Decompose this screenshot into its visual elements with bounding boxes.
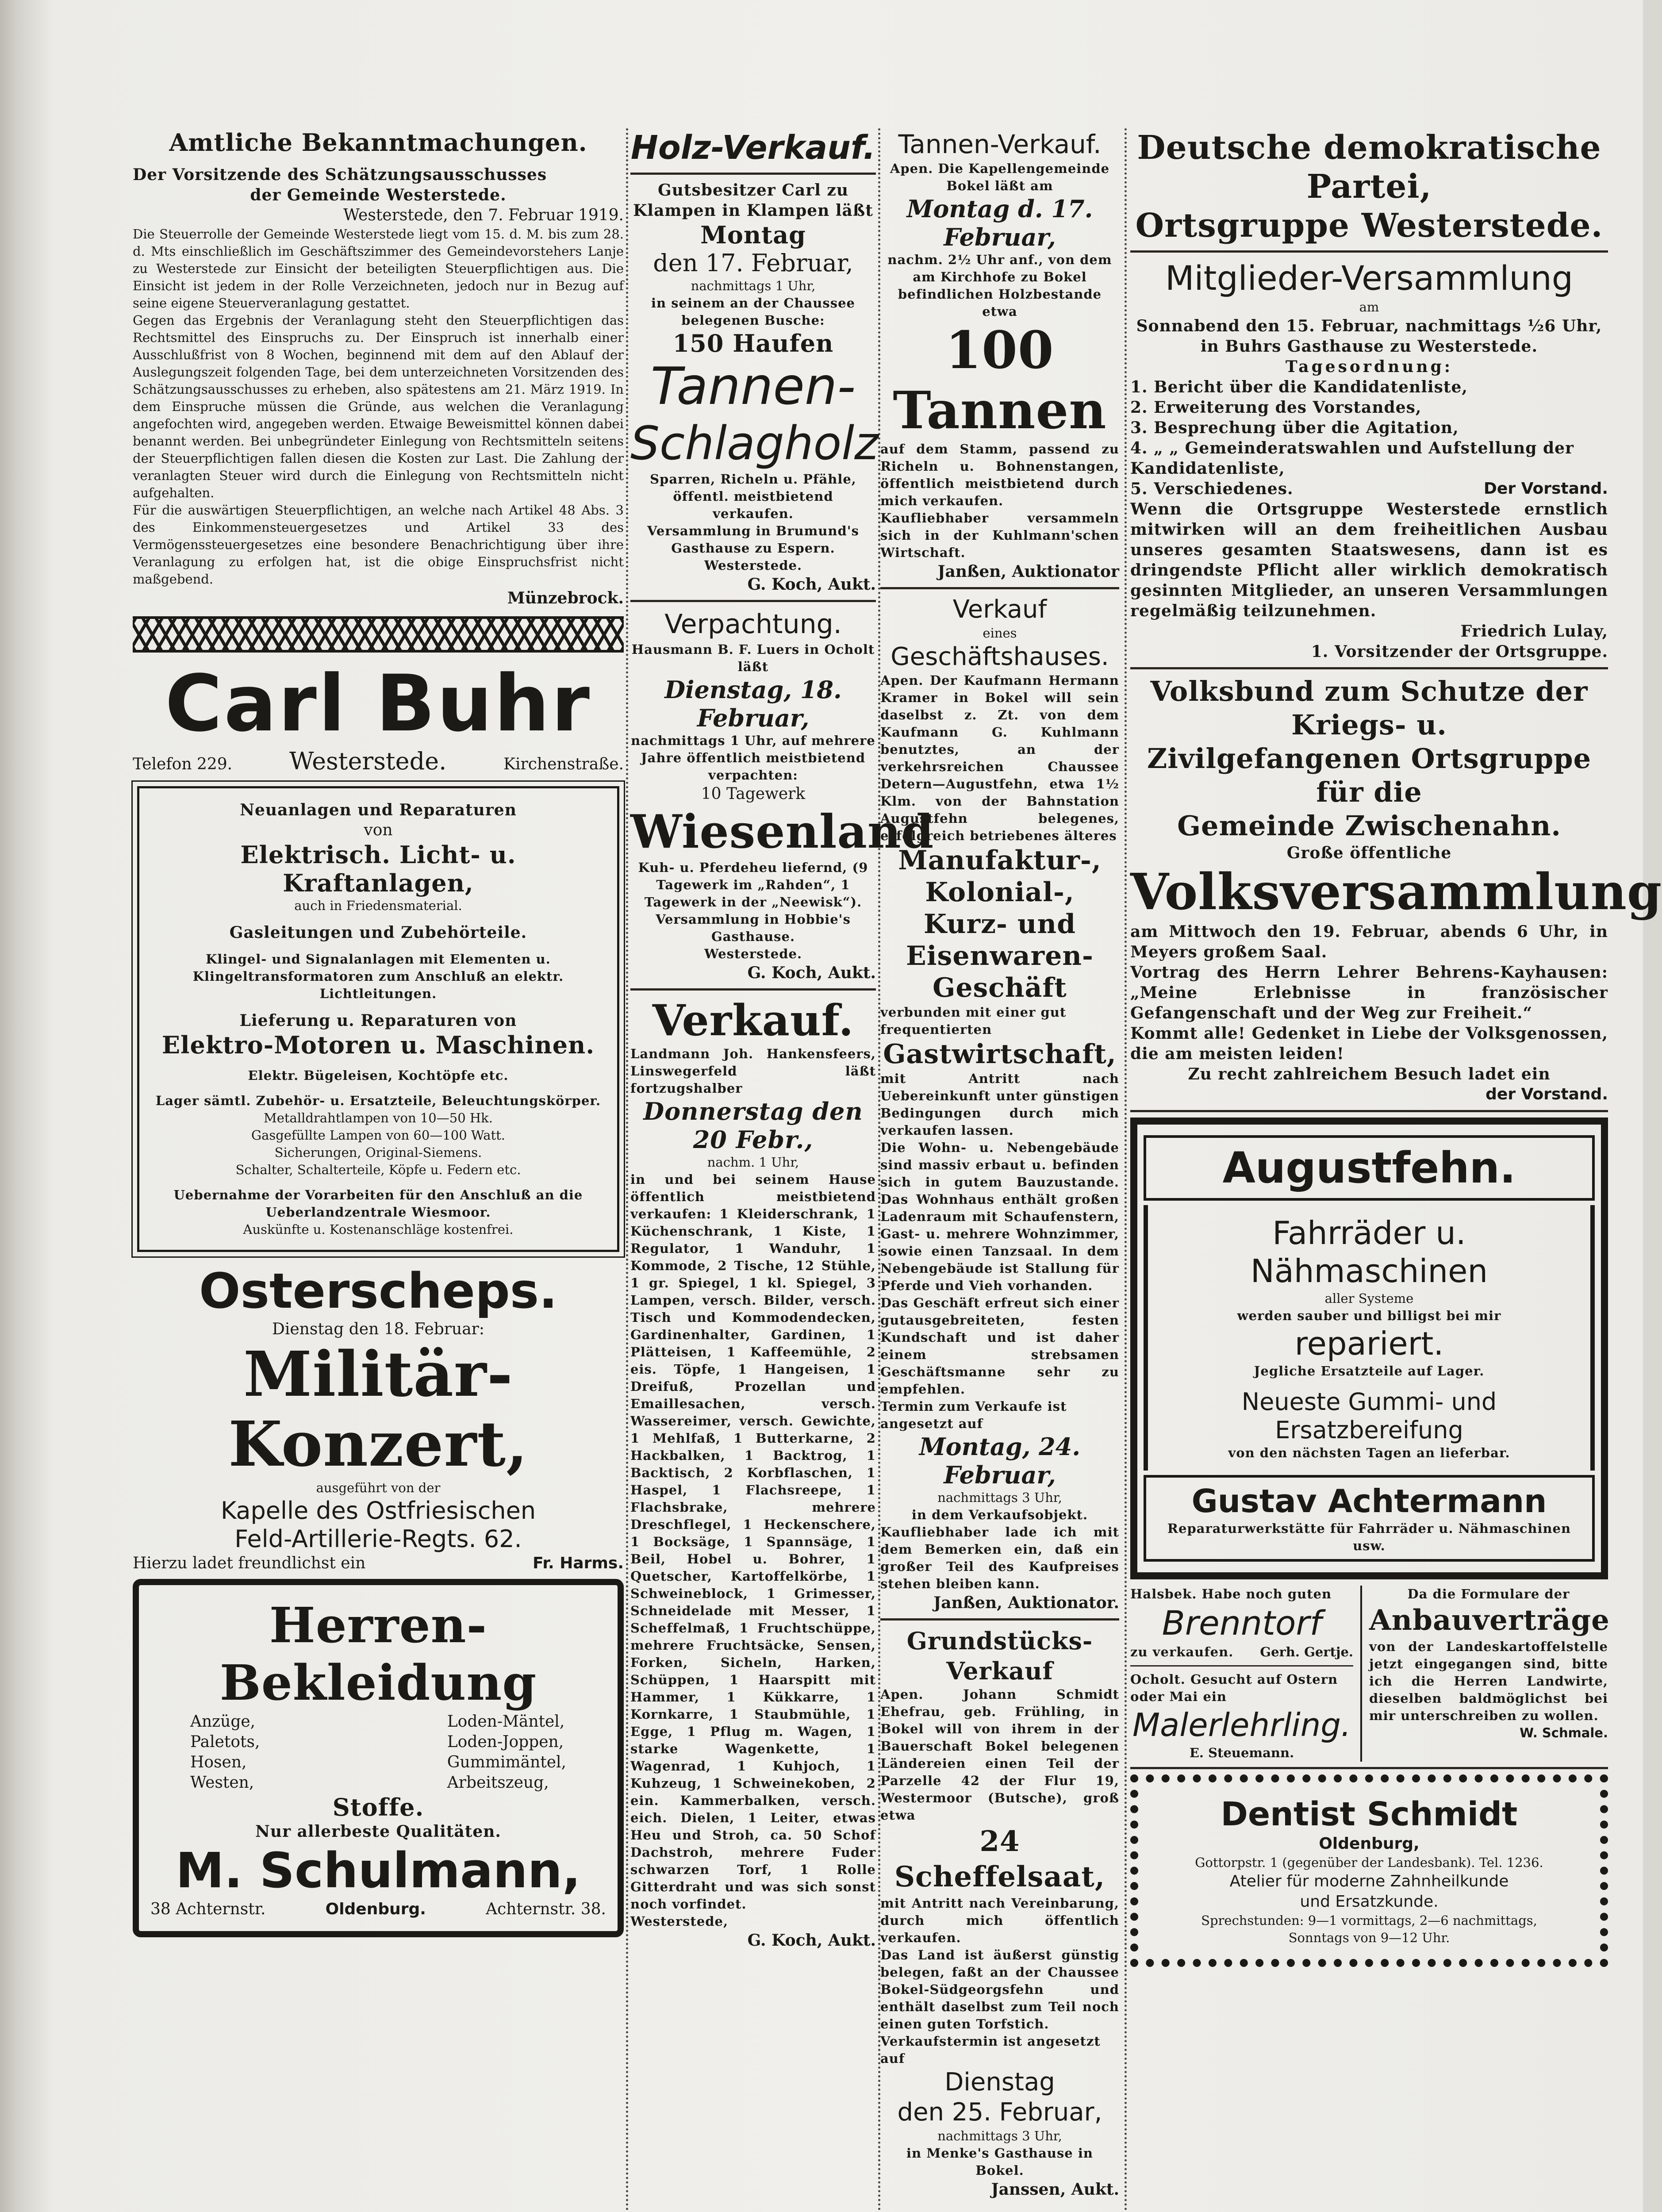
dentist-hours: Sprechstunden: 9—1 vormittags, 2—6 nachmittags, [1201,1913,1537,1928]
ddp-signature: Der Vorstand. [1484,480,1608,498]
verpachtung-body: nachmittags 1 Uhr, auf mehrere Jahre öffentlich meistbietend verpachten: [631,733,875,783]
verkauf-intro: Landmann Joh. Hankensfeers, Linswegerfeld läßt fortzugshalber [630,1046,876,1096]
holz-verkauf-sale: öffentl. meistbietend verkaufen. [673,489,833,521]
clothing-item: Paletots, [190,1733,260,1751]
volksbund-call: Kommt alle! Gedenket in Liebe der Volksgenossen, die am meisten leiden! [1130,1024,1608,1063]
augustfehn-line: repariert. [1294,1325,1444,1362]
official-notice [133,128,624,608]
verpachtung-meeting: Versammlung in Hobbie's Gasthause. [656,912,851,944]
schulmann-city: Oldenburg. [325,1900,426,1918]
geschaeftshaus-body: Die Wohn- u. Nebengebäude sind massiv erbaut u. befinden sich in gutem Bauzustande. Das Wohnhaus enthält großen Ladenraum mit Schaufenstern, Gast- u. mehrere Wohnzimmer, sowie einen Tanzsaal. In dem Nebengebäude ist Stallung für Pferde und Vieh vorhanden. [880,1140,1119,1293]
dentist-city: Oldenburg, [1319,1835,1420,1853]
service-line: Uebernahme der Vorarbeiten für den Anschluß an die Ueberlandzentrale Wiesmoor. [173,1187,583,1220]
service-line: Elektrisch. Licht- u. Kraftanlagen, [240,841,516,897]
holz-verkauf-quantity: 150 Haufen [672,329,834,357]
volksbund-subtitle: Große öffentliche [1286,844,1452,862]
clothing-item: Loden-Mäntel, [447,1713,565,1731]
volksbund-ad [1130,675,1662,1105]
column-4 [1130,128,1662,1972]
geschaeftshaus-body: Termin zum Verkaufe ist angesetzt auf [880,1399,1067,1431]
anbauvertraege-title: Anbauverträge [1369,1604,1610,1637]
holz-verkauf-place: in seinem an der Chaussee belegenen Busche: [651,296,855,328]
verpachtung-title: Verpachtung. [664,609,842,640]
osterscheps-title: Osterscheps. [199,1263,557,1319]
verpachtung-product: Wiesenland [630,804,934,859]
ddp-am: am [1359,300,1379,315]
osterscheps-invite: Hierzu ladet freundlichst ein [133,1554,366,1572]
tannen-verkauf-body: auf dem Stamm, passend zu Richeln u. Bohnenstangen, öffentlich meistbietend durch mich verkaufen. [880,442,1119,508]
holz-verkauf-meeting: Versammlung in Brumund's Gasthause zu Espern. [647,523,860,556]
holz-verkauf-date: den 17. Februar, [653,249,853,277]
holz-verkauf-time: nachmittags 1 Uhr, [691,278,816,293]
ddp-agenda-item: 5. Verschiedenes. [1130,480,1294,498]
service-line: Neuanlagen und Reparaturen [240,801,517,819]
clothing-item: Arbeitszeug, [447,1774,549,1792]
service-line: Schalter, Schalterteile, Köpfe u. Federn etc. [235,1162,521,1177]
ddp-appeal: Wenn die Ortsgruppe Westerstede ernstlich mitwirken will an dem freiheitlichen Ausbau unseres gesamten Staatswesens, dann ist es dringendste Pflicht aller wirklich demokratisch gesinnten Mitglieder, an unseren Versammlungen regelmäßig teilzunehmen. [1130,500,1608,620]
geschaeftshaus-business: Manufaktur-, [898,845,1102,876]
zigzag-border-ornament [133,616,624,653]
augustfehn-line: Jegliche Ersatzteile auf Lager. [1254,1363,1485,1379]
carl-buhr-services-box [137,786,619,1252]
column-2 [630,128,934,1951]
official-notice-sender-2: der Gemeinde Westerstede. [250,186,507,204]
schulmann-ad [133,1579,624,1937]
service-line: Gasgefüllte Lampen von 60—100 Watt. [251,1128,506,1143]
verkauf-ad [630,996,876,1951]
ddp-meeting-title: Mitglieder-Versammlung [1165,258,1574,298]
carl-buhr-street: Kirchenstraße. [503,755,624,773]
osterscheps-date: Dienstag den 18. Februar: [272,1320,484,1338]
dentist-address: Gottorpstr. 1 (gegenüber der Landesbank). Tel. 1236. [1195,1855,1543,1870]
grundstuecks-verkauf-body: Verkaufstermin ist angesetzt auf [880,2034,1101,2066]
column-3 [880,128,1119,2200]
volksbund-invite: Zu recht zahlreichem Besuch ladet ein [1188,1065,1551,1083]
grundstuecks-verkauf-ad [880,1626,1119,2200]
augustfehn-line: von den nächsten Tagen an lieferbar. [1228,1445,1510,1460]
verkauf-item-list: in und bei seinem Hause öffentlich meistbietend verkaufen: 1 Kleiderschrank, 1 Küchenschrank, 1 Kiste, 1 Regulator, 1 Wanduhr, 1 Kommode, 2 Tische, 12 Stühle, 1 gr. Spiegel, 1 kl. Spiegel, 3 Lampen, versch. Bilder, versch. Tisch und Kommodendecken, Gardinenhalter, Gardinen, 1 Plätteisen, 1 Kaffeemühle, 2 eis. Töpfe, 1 Hangeisen, 1 Dreifuß, Prozellan und Emaillesachen, versch. Wassereimer, versch. Gewichte, 1 Mehlfaß, 1 Butterkarne, 2 Hackbalken, 1 Backtrog, 1 Backtisch, 2 Korbflaschen, 1 Haspel, 1 Flachsreepe, 1 Flachsbrake, mehrere Dreschflegel, 1 Heckenschere, 1 Bocksäge, 1 Spannsäge, 1 Beil, Hobel u. Bohrer, 1 Quetscher, Kartoffelkörbe, 1 Schweineblock, 1 Grimesser, Schneidelade mit Messer, 1 Scheffelmaß, 1 Fruchtschüppe, mehrere Fruchtsäcke, Sensen, Forken, Sicheln, Harken, Schüppen, 1 Haarspitt mit Hammer, 1 Kükkarre, 1 Kornkarre, 1 Staubmühle, 1 Egge, 1 Pflug m. Wagen, 1 starke Wagenkette, 1 Wagenrad, 1 Kuhjoch, 1 Kuhzeug, 1 Schweinekoben, 2 ein. Kammerbalken, versch. eich. Dielen, 1 Leiter, etwas Heu und Stroh, ca. 50 Schof Dachstroh, mehrere Fuder schwarzen Torf, 1 Rolle Gitterdraht und was sich sonst noch vorfindet. [630,1172,876,1912]
augustfehn-line: Neueste Gummi- und [1241,1388,1497,1416]
grundstuecks-verkauf-body: mit Antritt nach Vereinbarung, durch mich öffentlich verkaufen. [880,1896,1119,1945]
volksbund-talk: Vortrag des Herrn Lehrer Behrens-Kayhausen: „Meine Erlebnisse in französischer Gefangenschaft und der Weg zur Freiheit.“ [1130,963,1608,1022]
clothing-item: Hosen, [190,1753,247,1771]
ddp-agenda-item: 2. Erweiterung des Vorstandes, [1130,398,1422,417]
carl-buhr-ad [133,658,624,1252]
service-line: Gasleitungen und Zubehörteile. [229,923,527,942]
service-line: Lager sämtl. Zubehör- u. Ersatzteile, Beleuchtungskörper. [155,1093,601,1108]
brenntorf-title: Brenntorf [1162,1603,1322,1643]
tannen-verkauf-signature: Janßen, Auktionator [937,562,1119,581]
verpachtung-description: Kuh- u. Pferdeheu liefernd, (9 Tagewerk im „Rahden“, 1 Tagewerk in der „Neewisk“). [638,860,868,910]
official-notice-paragraph: Für die auswärtigen Steuerpflichtigen, an welche nach Artikel 48 Abs. 3 des Einkommensteuergesetzes und Artikel 33 des Vermögenssteuergesetzes eine besondere Benachrichtigung über ihre Veranlagung zu erfolgen hat, ist die obige Einspruchsfrist nicht maßgebend. [133,503,624,587]
carl-buhr-phone: Telefon 229. [133,755,233,773]
official-notice-sender-1: Der Vorsitzende des Schätzungsausschusses [133,165,547,184]
augustfehn-line: Ersatzbereifung [1275,1416,1463,1444]
grundstuecks-verkauf-body: Das Land ist äußerst günstig belegen, faßt an der Chaussee Bokel-Südgeorgsfehn und enthält daselbst zum Teil noch einen guten Torfstich. [880,1947,1119,2032]
holz-verkauf-intro: Gutsbesitzer Carl zu Klampen in Klampen läßt [633,181,873,220]
ddp-subtitle: Ortsgruppe Westerstede. [1135,207,1603,245]
volksbund-title: Volksbund zum Schutze der Kriegs- u. [1150,675,1588,741]
small-ads-left [1130,1586,1360,1762]
holz-verkauf-product: Schlagholz [630,416,879,470]
achtermann-banner [1144,1475,1595,1562]
ddp-chair-name: Friedrich Lulay, [1460,622,1608,641]
osterscheps-concert: Militär-Konzert, [228,1338,528,1481]
geschaeftshaus-business: Eisenwaren-Geschäft [906,941,1094,1003]
schulmann-list-right [447,1712,566,1793]
geschaeftshaus-title: eines [983,626,1017,641]
tannen-verkauf-ad [880,128,1119,582]
verpachtung-city: Westerstede. [704,946,802,961]
small-ads-row [1130,1586,1608,1762]
dentist-atelier: und Ersatzkunde. [1300,1893,1439,1911]
service-line: Auskünfte u. Kostenanschläge kostenfrei. [243,1222,514,1237]
ddp-date: Sonnabend den 15. Februar, nachmittags ½6 Uhr, [1136,317,1602,335]
geschaeftshaus-ad [880,595,1119,1613]
anbauvertraege-body: von der Landeskartoffelstelle jetzt eingegangen sind, bitte ich die Herren Landwirte, dieselben baldmöglichst bei mir unterschreiben zu wollen. [1369,1639,1608,1723]
tannen-verkauf-intro: Apen. Die Kapellengemeinde Bokel läßt am [890,161,1110,193]
geschaeftshaus-body: mit Antritt nach Uebereinkunft unter günstigen Bedingungen durch mich verkaufen lassen. [880,1071,1119,1138]
tannen-verkauf-body: Kaufliebhaber versammeln sich in der Kuhlmann'schen Wirtschaft. [880,511,1119,560]
verkauf-city: Westerstede, [630,1914,729,1929]
verpachtung-signature: G. Koch, Aukt. [747,964,876,982]
anbauvertraege-intro: Da die Formulare der [1407,1586,1570,1601]
tannen-verkauf-product: 100 Tannen [893,320,1107,441]
geschaeftshaus-title: Geschäftshauses. [890,642,1109,671]
schulmann-address: Achternstr. 38. [486,1900,606,1918]
grundstuecks-verkauf-day: Dienstag [944,2068,1055,2097]
geschaeftshaus-body: Das Geschäft erfreut sich einer gutausgebreiteten, festen Kundschaft und ist daher einem strebsamen Geschäftsmanne sehr zu empfehlen. [880,1295,1119,1397]
holz-verkauf-day: Montag [700,221,806,249]
grundstuecks-verkauf-signature: Janssen, Aukt. [991,2180,1119,2199]
verpachtung-quantity: 10 Tagewerk [701,785,806,803]
augustfehn-line: Fahrräder u. [1272,1214,1466,1252]
official-notice-paragraph: Gegen das Ergebnis der Veranlagung steht den Steuerpflichtigen das Rechtsmittel des Einspruchs zu. Der Einspruch ist innerhalb einer Ausschlußfrist von 8 Wochen, beginnend mit dem auf den Ablauf der Auslegungszeit folgenden Tage, bei dem unterzeichneten Vorsitzenden des Schätzungsausschusses zu erheben, also spätestens am 21. März 1919. In dem Einspruche müssen die Gründe, aus welchen die Veranlagung angefochten wird, angegeben werden. Etwaige Beweismittel können dabei benannt werden. Bei unbegründeter Einlegung von Rechtsmitteln seitens der Steuerpflichtigen fallen diesen die Kosten zur Last. Die Zahlung der veranlagten Steuer wird durch die Einlegung von Rechtsmitteln nicht aufgehalten. [133,313,624,500]
service-line: Elektr. Bügeleisen, Kochtöpfe etc. [248,1068,509,1083]
ddp-agenda-title: Tagesordnung: [1285,357,1453,376]
volksbund-date: am Mittwoch den 19. Februar, abends 6 Uhr, in Meyers großem Saal. [1130,922,1608,961]
tannen-verkauf-title: Tannen-Verkauf. [898,129,1102,159]
malerlehrling-intro: Ocholt. Gesucht auf Ostern oder Mai ein [1130,1672,1338,1704]
holz-verkauf-title: Holz-Verkauf. [630,129,876,167]
tannen-verkauf-date: Montag d. 17. Februar, [906,195,1093,251]
grundstuecks-verkauf-time: nachmittags 3 Uhr, [937,2128,1062,2143]
achtermann-subtitle: Reparaturwerkstätte für Fahrräder u. Nähmaschinen usw. [1167,1521,1571,1553]
osterscheps-by: ausgeführt von der [316,1480,441,1495]
osterscheps-band-1: Kapelle des Ostfriesischen [220,1497,536,1525]
verpachtung-date: Dienstag, 18. Februar, [664,676,842,732]
official-notice-title: Amtliche Bekanntmachungen. [169,128,587,157]
carl-buhr-name: Carl Buhr [165,658,591,749]
verkauf-time: nachm. 1 Uhr, [707,1155,799,1170]
official-notice-paragraph: Die Steuerrolle der Gemeinde Westerstede liegt vom 15. d. M. bis zum 28. d. Mts einschließlich im Geschäftszimmer des Gemeindevorstehers Lanje zu Westerstede zur Einsicht der beteiligten Steuerpflichtigen aus. Die Einsicht ist jedem in der Rolle Verzeichneten, jedoch nur in Bezug auf seine eigene Steuerveranlagung gestattet. [133,227,624,311]
clothing-item: Westen, [190,1774,254,1792]
dentist-hours: Sonntags von 9—12 Uhr. [1288,1930,1450,1945]
holz-verkauf-ad [630,128,879,595]
dentist-atelier: Atelier für moderne Zahnheilkunde [1229,1872,1509,1890]
ddp-agenda-item: 3. Besprechung über die Agitation, [1130,419,1459,437]
clothing-item: Anzüge, [190,1713,256,1731]
volksbund-title: Gemeinde Zwischenahn. [1177,810,1561,842]
service-line: Lieferung u. Reparaturen von [239,1011,517,1030]
ddp-chair-role: 1. Vorsitzender der Ortsgruppe. [1311,642,1608,661]
osterscheps-ad [133,1263,624,1574]
verpachtung-ad [630,607,934,983]
grundstuecks-verkauf-body: Apen. Johann Schmidt Ehefrau, geb. Frühling, in Bokel will von ihrem in der Bauerschaft Bokel belegenen Ländereien einen Teil der Parzelle 42 der Flur 19, Westermoor (Butsche), groß etwa [880,1687,1119,1823]
clothing-item: Gummimäntel, [447,1753,566,1771]
service-line: Klingel- und Signalanlagen mit Elementen u. Klingeltransformatoren zum Anschluß an elektr. Lichtleitungen. [192,952,564,1001]
grundstuecks-verkauf-size: 24 Scheffelsaat, [894,1825,1105,1893]
geschaeftshaus-body: Apen. Der Kaufmann Hermann Kramer in Bokel will sein daselbst z. Zt. von dem Kaufmann G. Kuhlmann benutztes, an der verkehrsreichen Chaussee Detern—Augustfehn, etwa 1½ Klm. von der Bahnstation Augustfehn belegenes, erfolgreich betriebenes älteres [880,673,1119,843]
osterscheps-band-2: Feld-Artillerie-Regts. 62. [234,1525,522,1553]
augustfehn-banner [1144,1135,1595,1201]
service-line: auch in Friedensmaterial. [294,898,462,913]
official-notice-signature: Münzebrock. [507,589,624,607]
volksbund-signature: der Vorstand. [1485,1085,1608,1103]
schulmann-name: M. Schulmann, [176,1842,581,1899]
schulmann-fabrics: Stoffe. [332,1793,424,1821]
ddp-agenda-item: 4. „ „ Gemeinderatswahlen und Aufstellung der Kandidatenliste, [1130,439,1574,478]
verpachtung-intro: Hausmann B. F. Luers in Ocholt läßt [631,642,875,674]
augustfehn-line: aller Systeme [1324,1291,1414,1306]
service-line: Metalldrahtlampen von 10—50 Hk. [264,1110,493,1125]
malerlehrling-signature: E. Steuemann. [1189,1745,1294,1760]
anbauvertraege-signature: W. Schmale. [1520,1725,1608,1740]
column-1 [133,128,624,1943]
geschaeftshaus-place: in dem Verkaufsobjekt. [911,1507,1088,1522]
holz-verkauf-city: Westerstede. [704,558,802,573]
column-divider [626,128,628,2212]
augustfehn-title: Augustfehn. [1222,1143,1516,1193]
service-line: von [364,821,393,839]
ddp-title: Deutsche demokratische Partei, [1137,129,1601,206]
malerlehrling-title: Malerlehrling. [1132,1706,1351,1743]
schulmann-list-left [190,1712,260,1793]
volksbund-title: Zivilgefangenen Ortsgruppe für die [1147,742,1592,808]
service-line: Sicherungen, Original-Siemens. [274,1145,482,1160]
dentist-name: Dentist Schmidt [1221,1795,1518,1833]
ddp-ad [1130,128,1608,662]
brenntorf-signature: Gerh. Gertje. [1260,1644,1353,1659]
holz-verkauf-signature: G. Koch, Aukt. [747,575,876,594]
dentist-ad [1130,1774,1608,1967]
grundstuecks-verkauf-title: Grundstücks-Verkauf [906,1627,1093,1685]
grundstuecks-verkauf-place: in Menke's Gasthause in Bokel. [906,2146,1093,2178]
volksbund-event-title: Volksversammlung [1130,863,1662,921]
geschaeftshaus-time: nachmittags 3 Uhr, [937,1490,1062,1505]
service-line: Elektro-Motoren u. Maschinen. [161,1031,595,1059]
geschaeftshaus-title: Verkauf [952,595,1047,624]
geschaeftshaus-signature: Janßen, Auktionator. [933,1594,1119,1612]
schulmann-address: 38 Achternstr. [150,1900,266,1918]
ddp-place: in Buhrs Gasthause zu Westerstede. [1201,337,1538,356]
carl-buhr-city: Westerstede. [289,747,447,775]
holz-verkauf-product: Tannen- [650,357,856,416]
verkauf-date: Donnerstag den 20 Febr., [643,1097,863,1154]
geschaeftshaus-body: Kaufliebhaber lade ich mit dem Bemerken ein, daß ein großer Teil des Kaufpreises stehen bleiben kann. [880,1525,1119,1591]
verkauf-title: Verkauf. [652,995,854,1045]
brenntorf-intro: Halsbek. Habe noch guten [1130,1586,1332,1601]
augustfehn-ad [1130,1118,1608,1579]
verkauf-signature: G. Koch, Aukt. [747,1931,876,1950]
column-divider [1125,128,1127,2212]
geschaeftshaus-business: Kolonial-, Kurz- und [923,877,1076,940]
clothing-item: Loden-Joppen, [447,1733,564,1751]
geschaeftshaus-date: Montag, 24. Februar, [919,1432,1081,1489]
augustfehn-line: Nähmaschinen [1250,1252,1488,1290]
holz-verkauf-items: Sparren, Richeln u. Pfähle, [650,472,856,487]
tannen-verkauf-body: nachm. 2½ Uhr anf., von dem am Kirchhofe zu Bokel befindlichen Holzbestande etwa [887,252,1112,319]
osterscheps-signature: Fr. Harms. [533,1554,624,1572]
geschaeftshaus-body: verbunden mit einer gut frequentierten [880,1005,1067,1037]
grundstuecks-verkauf-date: den 25. Februar, [897,2098,1102,2127]
brenntorf-sale: zu verkaufen. [1130,1644,1234,1659]
schulmann-quality: Nur allerbeste Qualitäten. [255,1822,501,1841]
augustfehn-body [1144,1205,1595,1471]
small-ads-right [1360,1586,1608,1762]
ddp-agenda-item: 1. Bericht über die Kandidatenliste, [1130,378,1468,396]
achtermann-name: Gustav Achtermann [1191,1482,1547,1520]
augustfehn-line: werden sauber und billigst bei mir [1237,1308,1501,1323]
schulmann-title: Herren-Bekleidung [219,1597,537,1711]
geschaeftshaus-business: Gastwirtschaft, [883,1039,1117,1070]
official-notice-date: Westerstede, den 7. Februar 1919. [343,206,624,224]
